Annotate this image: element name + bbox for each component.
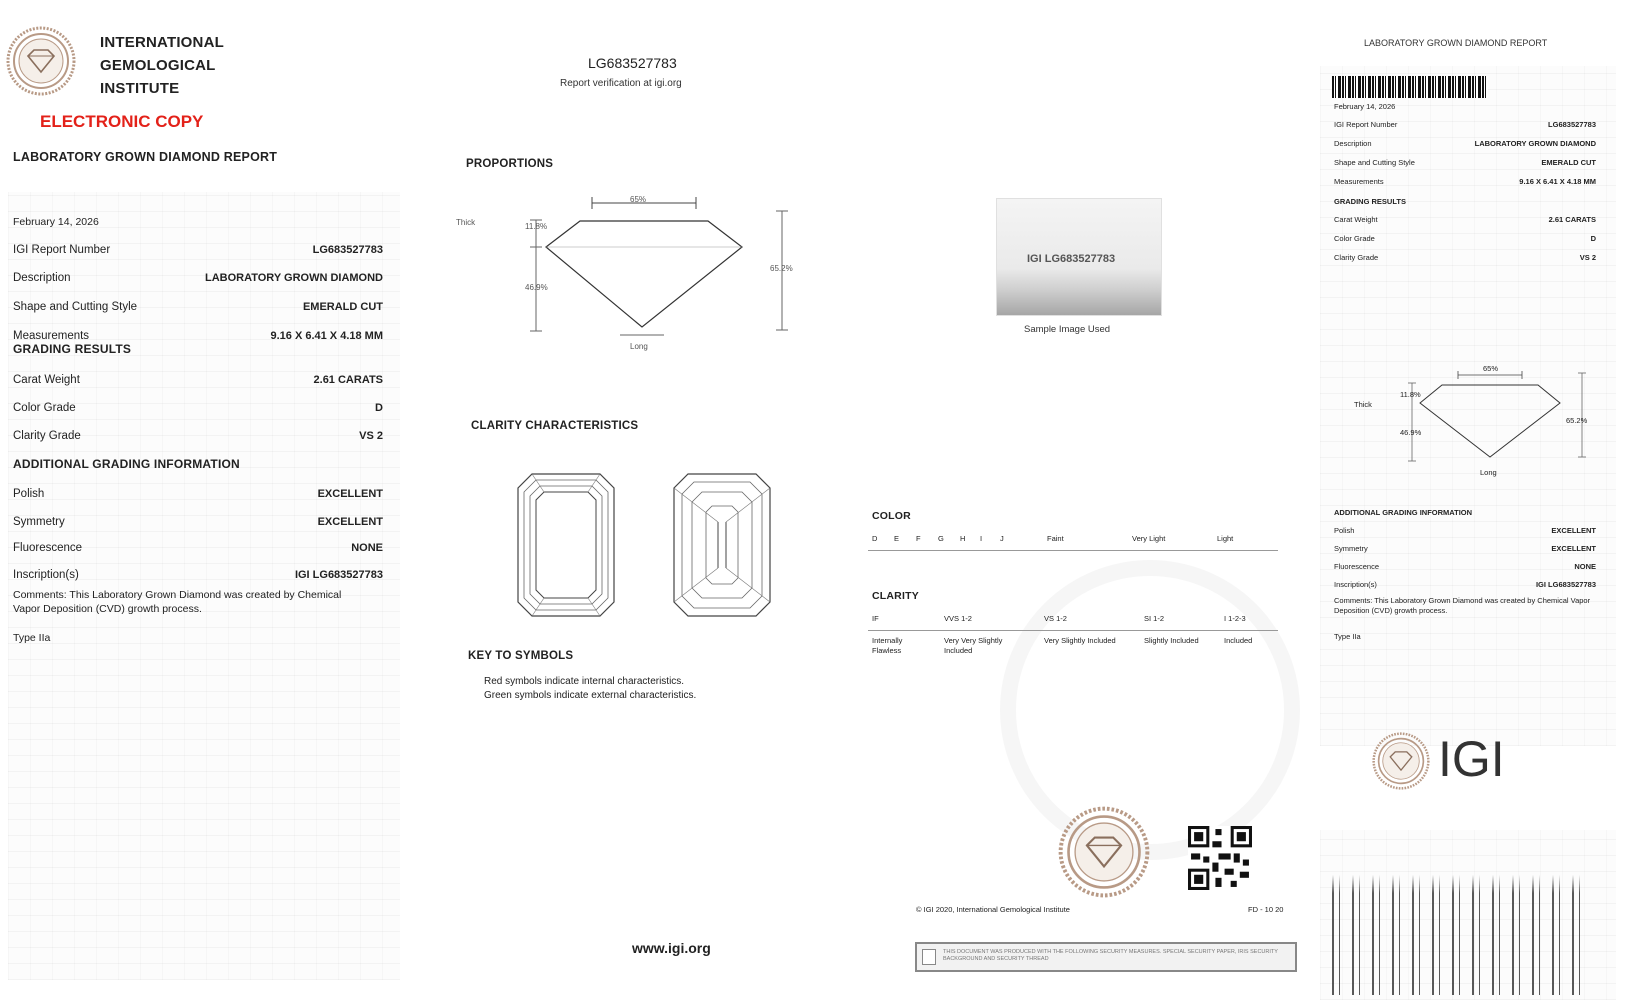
report-verification-text: Report verification at igi.org	[560, 78, 682, 89]
additional-row	[13, 569, 383, 585]
clarity-word: Slightly Included	[1144, 636, 1199, 645]
left-panel	[0, 0, 400, 1000]
key-line-red: Red symbols indicate internal characteristics.	[484, 676, 685, 687]
field-label: Measurements	[13, 330, 90, 342]
additional-info	[13, 488, 383, 598]
stub-field-value: LABORATORY GROWN DIAMOND	[1474, 139, 1596, 148]
color-word: Light	[1217, 534, 1234, 543]
clarity-scale-title: CLARITY	[872, 590, 919, 602]
stub-additional-label: Fluorescence	[1334, 562, 1380, 571]
color-grade: H	[960, 534, 966, 543]
culet-label: Long	[630, 342, 648, 351]
grading-results	[13, 374, 383, 454]
stub-grading	[1334, 215, 1596, 275]
stub-additional-row	[1334, 562, 1596, 574]
grading-row	[13, 374, 383, 390]
report-number-top: LG683527783	[588, 55, 677, 71]
table-percent: 65%	[630, 195, 647, 204]
field-row	[13, 272, 383, 288]
additional-row	[13, 488, 383, 504]
security-notice-text: THIS DOCUMENT WAS PRODUCED WITH THE FOLLOWING SECURITY MEASURES. SPECIAL SECURITY PAPER, IRIS SECURITY BACKGROUND AND SECURITY THREAD	[943, 949, 1278, 962]
igi-seal-icon	[6, 26, 76, 96]
org-name-line2: GEMOLOGICAL	[100, 57, 216, 74]
additional-label: Polish	[13, 488, 45, 500]
field-value: LG683527783	[312, 244, 383, 256]
stub-grading-row	[1334, 234, 1596, 246]
stub-additional-header: ADDITIONAL GRADING INFORMATION	[1334, 508, 1473, 517]
clarity-grade: SI 1-2	[1144, 614, 1165, 623]
additional-info-header: ADDITIONAL GRADING INFORMATION	[13, 457, 240, 471]
grading-results-header: GRADING RESULTS	[13, 342, 132, 356]
clarity-grade: VS 1-2	[1044, 614, 1067, 623]
copyright-text: © IGI 2020, International Gemological Institute	[916, 905, 1070, 914]
security-notice	[915, 942, 1297, 972]
stub-culet-label: Long	[1480, 468, 1497, 477]
barcode	[1332, 76, 1488, 98]
electronic-copy-label: ELECTRONIC COPY	[40, 112, 204, 131]
field-row	[13, 244, 383, 260]
clarity-grade: IF	[872, 614, 879, 623]
additional-row	[13, 516, 383, 532]
document-icon	[922, 949, 936, 965]
emerald-crown-view	[516, 472, 616, 618]
stub-table-percent: 65%	[1483, 364, 1499, 373]
grading-value: VS 2	[359, 430, 383, 442]
stub-field-row	[1334, 139, 1596, 151]
stub-grading-value: 2.61 CARATS	[1548, 215, 1596, 224]
stub-additional-value: NONE	[1574, 562, 1596, 571]
color-grade: E	[894, 534, 900, 543]
igi-brand-text: IGI	[1438, 731, 1505, 787]
stub-girdle-label: Thick	[1354, 400, 1372, 409]
stub-field-label: Measurements	[1334, 177, 1384, 186]
sample-image	[996, 198, 1162, 316]
clarity-scale	[872, 608, 1272, 668]
type-text: Type IIa	[13, 632, 51, 644]
sample-caption: Sample Image Used	[1024, 324, 1111, 335]
stub-grading-header: GRADING RESULTS	[1334, 197, 1406, 206]
additional-value: IGI LG683527783	[294, 569, 383, 581]
stub-field-row	[1334, 177, 1596, 189]
color-scale-line	[868, 550, 1278, 551]
grading-row	[13, 430, 383, 446]
grading-label: Clarity Grade	[13, 430, 81, 442]
stub-additional-value: EXCELLENT	[1551, 526, 1596, 535]
stub-crown-percent: 11.8%	[1400, 390, 1421, 399]
field-value: EMERALD CUT	[302, 301, 383, 313]
field-value: LABORATORY GROWN DIAMOND	[204, 272, 383, 284]
clarity-grade: I 1-2-3	[1224, 614, 1246, 623]
igi-seal-icon	[1058, 806, 1150, 898]
additional-value: NONE	[351, 542, 383, 554]
igi-seal-icon	[1372, 732, 1430, 790]
stub-date: February 14, 2026	[1334, 102, 1396, 111]
additional-label: Fluorescence	[13, 542, 83, 554]
grading-row	[13, 402, 383, 418]
color-scale-title: COLOR	[872, 510, 911, 522]
color-word: Faint	[1047, 534, 1064, 543]
color-grade: F	[916, 534, 921, 543]
stub-proportions-diagram	[1360, 365, 1600, 485]
grading-value: 2.61 CARATS	[313, 374, 383, 386]
stub-grading-label: Carat Weight	[1334, 215, 1378, 224]
additional-row	[13, 542, 383, 558]
comments-text: Comments: This Laboratory Grown Diamond was created by Chemical Vapor Deposition (CVD) growth process.	[13, 589, 342, 615]
stub-grading-row	[1334, 253, 1596, 265]
additional-label: Inscription(s)	[13, 569, 79, 581]
stub-field-row	[1334, 158, 1596, 170]
qr-code-icon[interactable]	[1188, 826, 1252, 890]
clarity-word: Very Slightly Included	[1044, 636, 1116, 645]
stub-additional-row	[1334, 544, 1596, 556]
vertical-fine-print	[1328, 875, 1588, 995]
sample-inscription: IGI LG683527783	[1027, 253, 1116, 265]
color-grade: J	[1000, 534, 1004, 543]
field-value: 9.16 X 6.41 X 4.18 MM	[270, 330, 383, 342]
stub-additional-value: IGI LG683527783	[1535, 580, 1596, 589]
crown-percent: 11.8%	[525, 222, 548, 231]
color-grade: D	[872, 534, 878, 543]
girdle-label: Thick	[456, 218, 476, 227]
color-grade: G	[938, 534, 944, 543]
org-name-line3: INSTITUTE	[100, 80, 180, 97]
stub-pavilion-percent: 46.9%	[1400, 428, 1422, 437]
stub-additional-label: Inscription(s)	[1334, 580, 1377, 589]
stub-field-label: Description	[1334, 139, 1372, 148]
stub-type: Type IIa	[1334, 632, 1361, 641]
stub-additional-row	[1334, 526, 1596, 538]
depth-percent: 65.2%	[770, 264, 793, 273]
stub-field-value: LG683527783	[1548, 120, 1596, 129]
grading-label: Color Grade	[13, 402, 76, 414]
proportions-diagram	[450, 185, 810, 355]
report-title: LABORATORY GROWN DIAMOND REPORT	[13, 150, 278, 164]
stub-additional	[1334, 526, 1596, 606]
key-to-symbols-title: KEY TO SYMBOLS	[468, 650, 574, 662]
stub-comments: Comments: This Laboratory Grown Diamond was created by Chemical Vapor Deposition (CVD) growth process.	[1334, 596, 1591, 615]
stub-field-row	[1334, 120, 1596, 132]
stub-title: LABORATORY GROWN DIAMOND REPORT	[1364, 38, 1548, 48]
website-link[interactable]: www.igi.org	[632, 940, 711, 956]
emerald-pavilion-view	[672, 472, 772, 618]
field-label: IGI Report Number	[13, 244, 111, 256]
stub-grading-value: VS 2	[1579, 253, 1596, 262]
additional-label: Symmetry	[13, 516, 65, 528]
key-line-green: Green symbols indicate external characteristics.	[484, 690, 697, 701]
stub-grading-value: D	[1590, 234, 1596, 243]
clarity-characteristics-title: CLARITY CHARACTERISTICS	[471, 420, 639, 432]
stub-field-value: 9.16 X 6.41 X 4.18 MM	[1519, 177, 1596, 186]
stub-additional-label: Symmetry	[1334, 544, 1368, 553]
stub-grading-label: Clarity Grade	[1334, 253, 1379, 262]
field-label: Description	[13, 272, 71, 284]
report-details-block	[8, 192, 400, 980]
clarity-word: Internally Flawless	[872, 636, 903, 655]
field-row	[13, 301, 383, 317]
additional-value: EXCELLENT	[317, 516, 383, 528]
clarity-word: Very Very Slightly Included	[944, 636, 1003, 655]
additional-value: EXCELLENT	[317, 488, 383, 500]
stub-additional-row	[1334, 580, 1596, 592]
stub-field-value: EMERALD CUT	[1541, 158, 1596, 167]
org-name-line1: INTERNATIONAL	[100, 34, 224, 51]
color-grade: I	[980, 534, 983, 543]
pavilion-percent: 46.9%	[525, 283, 548, 292]
stub-depth-percent: 65.2%	[1566, 416, 1588, 425]
stub-grading-label: Color Grade	[1334, 234, 1375, 243]
proportions-title: PROPORTIONS	[466, 158, 554, 170]
report-date: February 14, 2026	[13, 216, 99, 228]
stub-additional-label: Polish	[1334, 526, 1355, 535]
grading-value: D	[375, 402, 383, 414]
watermark-seal	[1000, 560, 1300, 860]
stub-panel	[1320, 30, 1620, 990]
form-code: FD - 10 20	[1248, 905, 1284, 914]
stub-field-label: Shape and Cutting Style	[1334, 158, 1415, 167]
field-label: Shape and Cutting Style	[13, 301, 138, 313]
stub-grading-row	[1334, 215, 1596, 227]
clarity-grade: VVS 1-2	[944, 614, 972, 623]
stub-fields	[1334, 120, 1596, 200]
color-scale	[872, 530, 1272, 558]
stub-field-label: IGI Report Number	[1334, 120, 1398, 129]
grading-label: Carat Weight	[13, 374, 80, 386]
stub-additional-value: EXCELLENT	[1551, 544, 1596, 553]
color-word: Very Light	[1132, 534, 1166, 543]
clarity-scale-line	[868, 630, 1278, 631]
clarity-word: Included	[1224, 636, 1253, 645]
